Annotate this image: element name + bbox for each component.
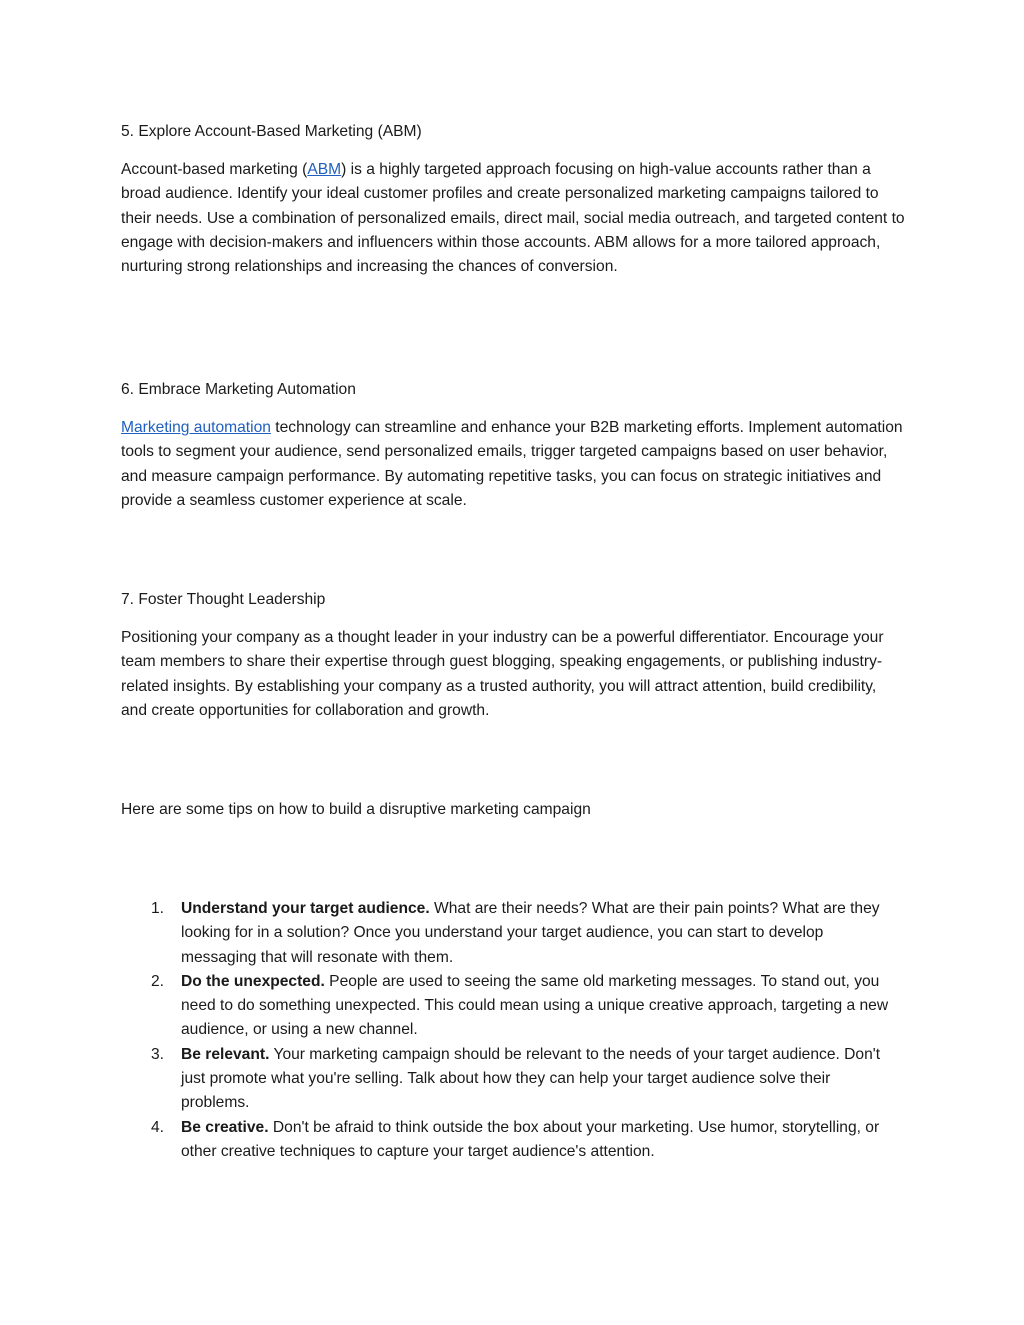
tip-text: People are used to seeing the same old marketing messages. To stand out, you need to do something unexpected. This could mean using a unique creative approach, targeting a new audience, or using a new channel.: [181, 972, 889, 1039]
tips-intro: [121, 798, 906, 822]
section-thought-leadership: [121, 588, 906, 612]
section-paragraph: [121, 416, 906, 513]
section-heading: 7. Foster Thought Leadership: [121, 591, 326, 608]
paragraph-text: technology can streamline and enhance your B2B marketing efforts. Implement automation tools to segment your audience, send personalized emails, trigger targeted campaigns based on user behavior, and measure campaign performance. By automating repetitive tasks, you can focus on strategic initiatives and provide a seamless customer experience at scale.: [121, 419, 903, 509]
paragraph-text: Account-based marketing (: [121, 161, 308, 178]
section-paragraph: Positioning your company as a thought leader in your industry can be a powerful differentiator. Encourage your team members to share their expertise through guest blogging, speaking engagements, or publishing industry-related insights. By establishing your company as a trusted authority, you will attract attention, build credibility, and create opportunities for collaboration and growth.: [121, 629, 884, 719]
tip-title: Understand your target audience.: [181, 900, 430, 917]
section-abm-body: [121, 158, 906, 279]
tips-intro-text: Here are some tips on how to build a disruptive marketing campaign: [121, 801, 591, 818]
section-automation-body: [121, 416, 906, 513]
section-thought-leadership-body: [121, 626, 906, 723]
section-heading: 5. Explore Account-Based Marketing (ABM): [121, 123, 422, 140]
tip-title: Be creative.: [181, 1118, 269, 1136]
section-automation: [121, 378, 906, 402]
tip-text: What are their needs? What are their pain points? What are they looking for in a solution? Once you understand your target audience, you can start to develop messaging that will resonate with them.: [181, 900, 880, 966]
tips-list: [121, 897, 901, 1164]
section-paragraph: [121, 158, 906, 279]
list-item: [121, 970, 901, 1043]
tip-title: Do the unexpected.: [181, 972, 325, 990]
list-number: 2.: [151, 972, 165, 990]
list-number: 4.: [151, 1118, 165, 1136]
section-abm: [121, 120, 906, 144]
list-number: 3.: [151, 1045, 165, 1063]
tip-title: Be relevant.: [181, 1045, 270, 1063]
list-item: [121, 1043, 901, 1116]
tip-text: Your marketing campaign should be relevant to the needs of your target audience. Don't just promote what you're selling. Talk about how they can help your target audience solve their problems.: [181, 1045, 881, 1112]
abm-link[interactable]: ABM: [307, 161, 342, 178]
list-item: [121, 1116, 901, 1165]
tip-text: Don't be afraid to think outside the box about your marketing. Use humor, storytelling, or other creative techniques to capture your target audience's attention.: [181, 1118, 880, 1160]
list-item: [121, 897, 901, 970]
section-heading: 6. Embrace Marketing Automation: [121, 381, 356, 398]
list-number: 1.: [151, 900, 165, 917]
marketing-automation-link[interactable]: Marketing automation: [121, 419, 271, 436]
paragraph-text: ) is a highly targeted approach focusing on high-value accounts rather than a broad audience. Identify your ideal customer profiles and create personalized marketing campaigns tailored to their needs. Use a combination of personalized emails, direct mail, social media outreach, and targeted content to engage with decision-makers and influencers within those accounts. ABM allows for a more tailored approach, nurturing strong relationships and increasing the chances of conversion.: [121, 161, 905, 276]
